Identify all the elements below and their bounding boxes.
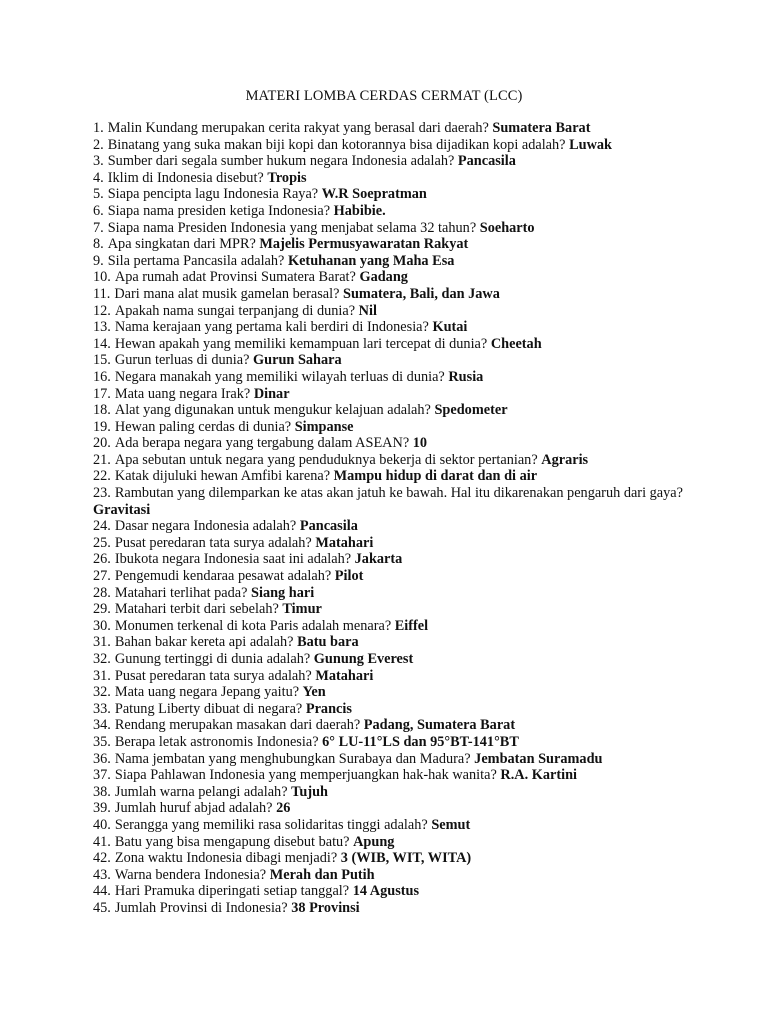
question-item: [93, 751, 693, 768]
question-item: [93, 485, 693, 518]
question-item: [93, 203, 693, 220]
question-text: Dasar negara Indonesia adalah?: [114, 518, 297, 535]
question-number: 5.: [93, 186, 104, 203]
question-item: [93, 137, 693, 154]
question-text: Rendang merupakan masakan dari daerah?: [114, 717, 361, 734]
question-text: Jumlah huruf abjad adalah?: [114, 800, 273, 817]
question-answer: Gadang: [359, 269, 408, 286]
question-text: Gurun terluas di dunia?: [114, 352, 250, 369]
question-text: Ada berapa negara yang tergabung dalam ASEAN?: [114, 435, 410, 452]
question-item: [93, 717, 693, 734]
question-answer: 3 (WIB, WIT, WITA): [340, 850, 472, 867]
question-answer: Jakarta: [354, 551, 403, 568]
question-item: [93, 601, 693, 618]
question-item: [93, 303, 693, 320]
question-number: 2.: [93, 136, 104, 153]
question-number: 3.: [93, 153, 104, 170]
question-answer: 26: [276, 800, 291, 817]
question-text: Apa singkatan dari MPR?: [107, 236, 256, 253]
question-number: 41.: [93, 833, 111, 850]
question-number: 43.: [93, 866, 111, 883]
question-item: [93, 850, 693, 867]
question-text: Sila pertama Pancasila adalah?: [107, 252, 285, 269]
question-item: [93, 319, 693, 336]
question-number: 8.: [93, 236, 104, 253]
question-number: 31.: [93, 634, 111, 651]
question-number: 11.: [93, 285, 111, 302]
question-answer: Siang hari: [251, 584, 315, 601]
question-text: Berapa letak astronomis Indonesia?: [114, 733, 319, 750]
question-text: Alat yang digunakan untuk mengukur kelajuan adalah?: [114, 402, 431, 419]
question-answer: R.A. Kartini: [500, 767, 578, 784]
question-number: 32.: [93, 684, 111, 701]
question-text: Matahari terlihat pada?: [114, 584, 248, 601]
question-answer: Rusia: [448, 368, 484, 385]
question-answer: 38 Provinsi: [291, 899, 360, 916]
question-text: Mata uang negara Jepang yaitu?: [114, 684, 300, 701]
question-item: [93, 120, 693, 137]
question-text: Apakah nama sungai terpanjang di dunia?: [114, 302, 356, 319]
question-answer: 10: [412, 435, 428, 452]
question-answer: 14 Agustus: [352, 883, 420, 900]
question-number: 12.: [93, 302, 111, 319]
question-number: 16.: [93, 368, 111, 385]
question-item: [93, 518, 693, 535]
question-text: Zona waktu Indonesia dibagi menjadi?: [114, 850, 338, 867]
question-number: 38.: [93, 783, 111, 800]
question-number: 22.: [93, 468, 111, 485]
question-number: 36.: [93, 750, 111, 767]
question-number: 4.: [93, 169, 104, 186]
question-number: 29.: [93, 601, 111, 618]
question-answer: Simpanse: [294, 418, 354, 435]
question-text: Binatang yang suka makan biji kopi dan kotorannya bisa dijadikan kopi adalah?: [107, 136, 566, 153]
question-answer: Tropis: [267, 169, 307, 186]
question-text: Matahari terbit dari sebelah?: [114, 601, 279, 618]
question-number: 14.: [93, 335, 111, 352]
question-text: Apa sebutan untuk negara yang penduduknya bekerja di sektor pertanian?: [114, 451, 538, 468]
question-number: 13.: [93, 319, 111, 336]
question-item: [93, 551, 693, 568]
question-answer: Timur: [282, 601, 322, 618]
question-text: Patung Liberty dibuat di negara?: [114, 700, 303, 717]
question-text: Nama jembatan yang menghubungkan Surabaya dan Madura?: [114, 750, 471, 767]
question-item: [93, 253, 693, 270]
question-text: Siapa nama presiden ketiga Indonesia?: [107, 202, 331, 219]
question-number: 42.: [93, 850, 111, 867]
question-answer: 6° LU-11°LS dan 95°BT-141°BT: [322, 733, 519, 750]
question-item: [93, 386, 693, 403]
question-list: [93, 120, 693, 917]
question-item: [93, 651, 693, 668]
question-answer: Soeharto: [479, 219, 535, 236]
question-number: 23.: [93, 485, 111, 502]
question-item: [93, 867, 693, 884]
question-answer: Batu bara: [297, 634, 359, 651]
question-answer: Padang, Sumatera Barat: [363, 717, 516, 734]
question-answer: Sumatera, Bali, dan Jawa: [343, 285, 500, 302]
question-number: 31.: [93, 667, 111, 684]
question-text: Hari Pramuka diperingati setiap tanggal?: [114, 883, 350, 900]
question-item: [93, 734, 693, 751]
question-answer: Dinar: [253, 385, 290, 402]
question-number: 18.: [93, 402, 111, 419]
question-number: 25.: [93, 534, 111, 551]
question-number: 39.: [93, 800, 111, 817]
question-number: 21.: [93, 451, 111, 468]
question-answer: Prancis: [305, 700, 352, 717]
question-number: 40.: [93, 816, 111, 833]
question-answer: Ketuhanan yang Maha Esa: [287, 252, 455, 269]
question-item: [93, 369, 693, 386]
question-answer: Luwak: [569, 136, 613, 153]
question-item: [93, 186, 693, 203]
question-answer: Gurun Sahara: [253, 352, 342, 369]
question-item: [93, 900, 693, 917]
question-item: [93, 618, 693, 635]
question-answer: Pancasila: [299, 518, 358, 535]
question-number: 35.: [93, 733, 111, 750]
question-item: [93, 568, 693, 585]
question-number: 17.: [93, 385, 111, 402]
question-item: [93, 352, 693, 369]
question-item: [93, 435, 693, 452]
question-number: 10.: [93, 269, 111, 286]
question-answer: Eiffel: [394, 617, 429, 634]
question-item: [93, 634, 693, 651]
question-text: Nama kerajaan yang pertama kali berdiri di Indonesia?: [114, 319, 429, 336]
question-text: Siapa Pahlawan Indonesia yang memperjuangkan hak-hak wanita?: [114, 767, 497, 784]
question-item: [93, 535, 693, 552]
question-answer: Pilot: [334, 568, 364, 585]
question-text: Hewan apakah yang memiliki kemampuan lari tercepat di dunia?: [114, 335, 488, 352]
question-text: Siapa nama Presiden Indonesia yang menjabat selama 32 tahun?: [107, 219, 477, 236]
question-text: Katak dijuluki hewan Amfibi karena?: [114, 468, 331, 485]
question-item: [93, 220, 693, 237]
question-text: Warna bendera Indonesia?: [114, 866, 267, 883]
question-item: [93, 767, 693, 784]
question-item: [93, 402, 693, 419]
question-answer: Cheetah: [490, 335, 542, 352]
question-item: [93, 236, 693, 253]
question-text: Iklim di Indonesia disebut?: [107, 169, 264, 186]
question-text: Ibukota negara Indonesia saat ini adalah?: [114, 551, 352, 568]
question-answer: Matahari: [315, 667, 374, 684]
question-text: Malin Kundang merupakan cerita rakyat yang berasal dari daerah?: [107, 120, 489, 136]
question-text: Jumlah warna pelangi adalah?: [114, 783, 288, 800]
question-text: Dari mana alat musik gamelan berasal?: [114, 285, 340, 302]
question-number: 34.: [93, 717, 111, 734]
question-number: 24.: [93, 518, 111, 535]
question-item: [93, 684, 693, 701]
question-text: Pusat peredaran tata surya adalah?: [114, 534, 312, 551]
question-item: [93, 668, 693, 685]
question-item: [93, 153, 693, 170]
question-answer: Majelis Permusyawaratan Rakyat: [259, 236, 469, 253]
question-answer: Gravitasi: [93, 501, 151, 518]
question-item: [93, 834, 693, 851]
question-answer: Nil: [358, 302, 377, 319]
question-number: 19.: [93, 418, 111, 435]
question-answer: Mampu hidup di darat dan di air: [333, 468, 538, 485]
question-answer: Spedometer: [434, 402, 508, 419]
question-number: 7.: [93, 219, 104, 236]
question-item: [93, 269, 693, 286]
question-item: [93, 336, 693, 353]
question-number: 27.: [93, 568, 111, 585]
question-item: [93, 468, 693, 485]
question-answer: Pancasila: [457, 153, 516, 170]
question-number: 20.: [93, 435, 111, 452]
question-text: Apa rumah adat Provinsi Sumatera Barat?: [114, 269, 356, 286]
question-answer: Agraris: [541, 451, 589, 468]
question-item: [93, 800, 693, 817]
question-item: [93, 883, 693, 900]
question-item: [93, 452, 693, 469]
question-text: Negara manakah yang memiliki wilayah terluas di dunia?: [114, 368, 445, 385]
question-number: 28.: [93, 584, 111, 601]
question-item: [93, 701, 693, 718]
question-item: [93, 585, 693, 602]
question-answer: W.R Soepratman: [321, 186, 427, 203]
question-number: 15.: [93, 352, 111, 369]
question-text: Jumlah Provinsi di Indonesia?: [114, 899, 288, 916]
question-text: Pusat peredaran tata surya adalah?: [114, 667, 312, 684]
question-number: 33.: [93, 700, 111, 717]
question-answer: Merah dan Putih: [269, 866, 375, 883]
question-answer: Sumatera Barat: [492, 120, 591, 136]
question-number: 37.: [93, 767, 111, 784]
question-number: 44.: [93, 883, 111, 900]
question-answer: Habibie.: [333, 202, 386, 219]
question-answer: Gunung Everest: [313, 651, 414, 667]
question-answer: Yen: [302, 684, 326, 701]
question-text: Sumber dari segala sumber hukum negara Indonesia adalah?: [107, 153, 455, 170]
question-text: Gunung tertinggi di dunia adalah?: [114, 651, 311, 667]
question-answer: Apung: [353, 833, 395, 850]
question-number: 6.: [93, 202, 104, 219]
question-answer: Semut: [431, 816, 471, 833]
document-title: MATERI LOMBA CERDAS CERMAT (LCC): [245, 88, 523, 104]
question-text: Siapa pencipta lagu Indonesia Raya?: [107, 186, 319, 203]
question-number: 1.: [93, 120, 104, 136]
question-number: 30.: [93, 617, 111, 634]
question-item: [93, 419, 693, 436]
question-text: Hewan paling cerdas di dunia?: [114, 418, 292, 435]
question-text: Serangga yang memiliki rasa solidaritas tinggi adalah?: [114, 816, 428, 833]
question-item: [93, 784, 693, 801]
question-item: [93, 286, 693, 303]
question-answer: Jembatan Suramadu: [474, 750, 603, 767]
question-item: [93, 170, 693, 187]
question-text: Mata uang negara Irak?: [114, 385, 251, 402]
question-text: Pengemudi kendaraa pesawat adalah?: [114, 568, 332, 585]
question-number: 45.: [93, 899, 111, 916]
question-number: 26.: [93, 551, 111, 568]
question-item: [93, 817, 693, 834]
question-text: Monumen terkenal di kota Paris adalah menara?: [114, 617, 392, 634]
question-answer: Matahari: [315, 534, 374, 551]
question-text: Batu yang bisa mengapung disebut batu?: [114, 833, 350, 850]
question-number: 32.: [93, 651, 111, 667]
question-text: Rambutan yang dilemparkan ke atas akan jatuh ke bawah. Hal itu dikarenakan pengaruh dari gaya?: [114, 485, 683, 502]
question-answer: Kutai: [432, 319, 468, 336]
question-number: 9.: [93, 252, 104, 269]
question-answer: Tujuh: [291, 783, 328, 800]
question-text: Bahan bakar kereta api adalah?: [114, 634, 294, 651]
